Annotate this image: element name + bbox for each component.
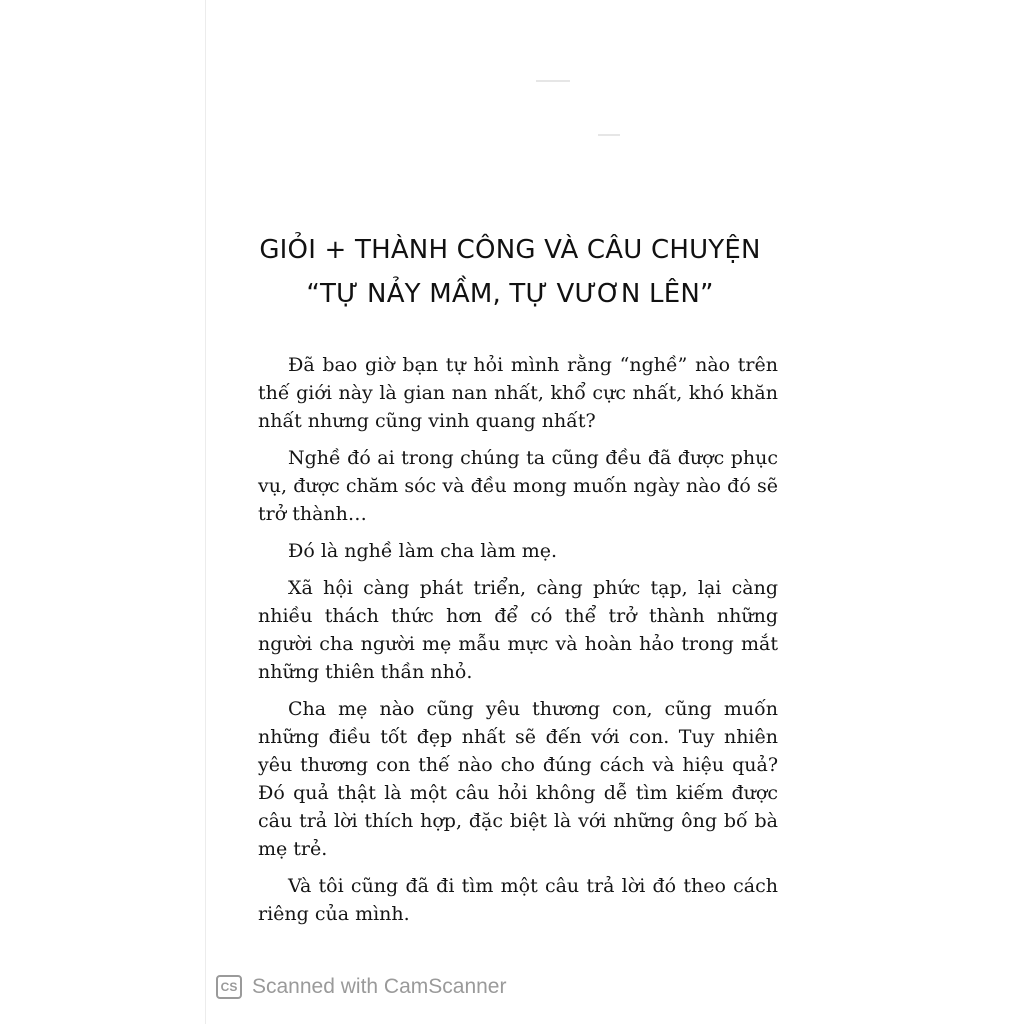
camscanner-watermark <box>216 973 506 1001</box>
paragraph-5: Cha mẹ nào cũng yêu thương con, cũng muốn những điều tốt đẹp nhất sẽ đến với con. Tuy nhiên yêu thương con thế nào cho đúng cách và hiệu quả? Đó quả thật là một câu hỏi không dễ tìm kiếm được câu trả lời thích hợp, đặc biệt là với những ông bố bà mẹ trẻ. <box>258 698 778 860</box>
page-edge-line <box>205 0 206 1024</box>
paragraph-2: Nghề đó ai trong chúng ta cũng đều đã được phục vụ, được chăm sóc và đều mong muốn ngày nào đó sẽ trở thành… <box>258 447 778 525</box>
paragraph-6: Và tôi cũng đã đi tìm một câu trả lời đó theo cách riêng của mình. <box>258 875 778 925</box>
camscanner-logo-icon: CS <box>216 975 242 999</box>
scan-smudge <box>536 80 570 82</box>
chapter-heading-line-1: GIỎI + THÀNH CÔNG VÀ CÂU CHUYỆN <box>259 235 761 265</box>
watermark-text: Scanned with CamScanner <box>252 975 507 998</box>
paragraph-3: Đó là nghề làm cha làm mẹ. <box>288 540 558 562</box>
body-text <box>258 351 778 937</box>
chapter-heading-line-2: “TỰ NẢY MẦM, TỰ VƯƠN LÊN” <box>306 279 714 309</box>
chapter-heading <box>205 228 815 316</box>
paragraph-4: Xã hội càng phát triển, càng phức tạp, lại càng nhiều thách thức hơn để có thể trở thành những người cha người mẹ mẫu mực và hoàn hảo trong mắt những thiên thần nhỏ. <box>258 577 778 683</box>
paragraph-1: Đã bao giờ bạn tự hỏi mình rằng “nghề” nào trên thế giới này là gian nan nhất, khổ cực nhất, khó khăn nhất nhưng cũng vinh quang nhất? <box>258 354 778 432</box>
scan-smudge <box>598 134 620 136</box>
